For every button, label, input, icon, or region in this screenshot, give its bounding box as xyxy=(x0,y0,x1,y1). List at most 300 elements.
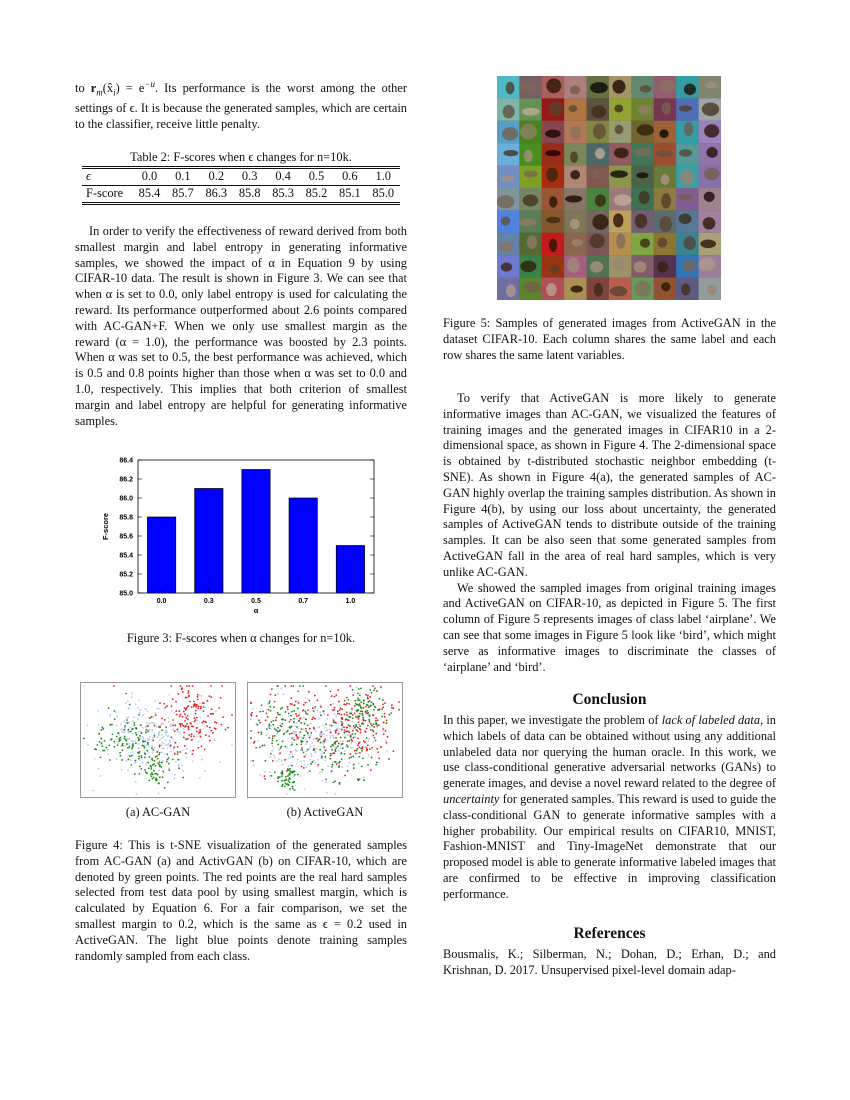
training-point xyxy=(172,738,174,740)
training-point xyxy=(296,750,298,752)
generated-point xyxy=(168,757,170,759)
training-point xyxy=(270,725,272,727)
hard-sample-point xyxy=(321,731,323,733)
table-cell: 0.0 xyxy=(141,169,158,183)
hard-sample-point xyxy=(289,703,291,705)
generated-point xyxy=(356,750,358,752)
hard-sample-point xyxy=(185,752,187,754)
hard-sample-point xyxy=(354,750,356,752)
generated-point xyxy=(377,719,379,721)
generated-point xyxy=(109,724,111,726)
generated-point xyxy=(362,707,364,709)
hard-sample-point xyxy=(206,725,208,727)
training-point xyxy=(159,739,161,741)
hard-sample-point xyxy=(203,702,205,704)
image-tile-subject xyxy=(703,217,716,229)
hard-sample-point xyxy=(343,713,345,715)
generated-point xyxy=(359,694,361,696)
generated-point xyxy=(156,755,158,757)
table-row-label: F-score xyxy=(86,185,124,200)
training-point xyxy=(219,761,221,763)
generated-point xyxy=(344,737,346,739)
intro-paragraph: to $r_m(x̂_i) = e^{-u}$. Its performance is the worst among the other settings of ϵ. It is because the generated samples, which are certain to the classifier, receive little penalty. xyxy=(75,79,407,132)
generated-point xyxy=(125,693,127,695)
training-point xyxy=(356,686,358,688)
generated-point xyxy=(371,725,373,727)
generated-point xyxy=(272,737,274,739)
generated-point xyxy=(148,779,150,781)
generated-point xyxy=(133,722,135,724)
generated-point xyxy=(324,739,326,741)
training-point xyxy=(130,759,132,761)
hard-sample-point xyxy=(196,727,198,729)
hard-sample-point xyxy=(170,736,172,738)
hard-sample-point xyxy=(320,736,322,738)
training-point xyxy=(314,737,316,739)
training-point xyxy=(363,776,365,778)
training-point xyxy=(186,748,188,750)
generated-point xyxy=(359,725,361,727)
image-tile-subject xyxy=(572,239,583,246)
hard-sample-point xyxy=(312,717,314,719)
training-point xyxy=(382,730,384,732)
training-point xyxy=(149,729,151,731)
generated-point xyxy=(147,731,149,733)
generated-point xyxy=(358,688,360,690)
generated-point xyxy=(357,778,359,780)
generated-point xyxy=(153,770,155,772)
training-point xyxy=(280,688,282,690)
generated-point xyxy=(307,732,309,734)
generated-point xyxy=(159,764,161,766)
hard-sample-point xyxy=(295,734,297,736)
y-tick-label: 85.2 xyxy=(119,571,133,579)
generated-point xyxy=(296,726,298,728)
hard-sample-point xyxy=(374,737,376,739)
generated-point xyxy=(374,687,376,689)
generated-point xyxy=(140,755,142,757)
generated-point xyxy=(114,718,116,720)
x-axis-label: α xyxy=(253,606,259,615)
hard-sample-point xyxy=(375,720,377,722)
training-point xyxy=(332,703,334,705)
generated-point xyxy=(375,722,377,724)
generated-point xyxy=(122,749,124,751)
generated-point xyxy=(153,735,155,737)
hard-sample-point xyxy=(289,733,291,735)
training-point xyxy=(161,748,163,750)
generated-point xyxy=(364,730,366,732)
hard-sample-point xyxy=(187,715,189,717)
generated-point xyxy=(292,786,294,788)
generated-point xyxy=(153,763,155,765)
generated-point xyxy=(124,725,126,727)
training-point xyxy=(311,742,313,744)
training-point xyxy=(310,753,312,755)
training-point xyxy=(128,743,130,745)
training-point xyxy=(214,739,216,741)
generated-point xyxy=(338,762,340,764)
training-point xyxy=(171,751,173,753)
image-tile-subject xyxy=(614,194,632,206)
training-point xyxy=(129,721,131,723)
training-point xyxy=(138,747,140,749)
training-point xyxy=(114,742,116,744)
training-point xyxy=(83,685,85,687)
training-point xyxy=(121,731,123,733)
hard-sample-point xyxy=(334,752,336,754)
hard-sample-point xyxy=(290,697,292,699)
image-tile-subject xyxy=(524,281,541,292)
generated-point xyxy=(165,726,167,728)
generated-point xyxy=(357,697,359,699)
hard-sample-point xyxy=(190,722,192,724)
training-point xyxy=(291,742,293,744)
generated-point xyxy=(120,755,122,757)
hard-sample-point xyxy=(333,720,335,722)
training-point xyxy=(304,788,306,790)
training-point xyxy=(293,737,295,739)
training-point xyxy=(154,700,156,702)
training-point xyxy=(200,716,202,718)
training-point xyxy=(299,736,301,738)
training-point xyxy=(154,733,156,735)
hard-sample-point xyxy=(258,732,260,734)
hard-sample-point xyxy=(274,701,276,703)
hard-sample-point xyxy=(340,721,342,723)
generated-point xyxy=(157,762,159,764)
training-point xyxy=(294,725,296,727)
generated-point xyxy=(155,756,157,758)
generated-point xyxy=(153,777,155,779)
hard-sample-point xyxy=(366,750,368,752)
training-point xyxy=(303,760,305,762)
generated-point xyxy=(342,743,344,745)
hard-sample-point xyxy=(293,739,295,741)
generated-point xyxy=(122,743,124,745)
hard-sample-point xyxy=(272,735,274,737)
generated-point xyxy=(101,745,103,747)
training-point xyxy=(321,780,323,782)
training-point xyxy=(307,764,309,766)
table-cell: 0.2 xyxy=(208,169,225,183)
training-point xyxy=(339,741,341,743)
training-point xyxy=(178,764,180,766)
generated-point xyxy=(344,753,346,755)
generated-point xyxy=(282,740,284,742)
hard-sample-point xyxy=(290,685,292,687)
training-point xyxy=(175,761,177,763)
hard-sample-point xyxy=(337,689,339,691)
training-point xyxy=(310,734,312,736)
generated-point xyxy=(138,714,140,716)
image-tile-subject xyxy=(524,170,538,177)
training-point xyxy=(185,757,187,759)
training-point xyxy=(100,775,102,777)
training-point xyxy=(169,741,171,743)
training-point xyxy=(321,753,323,755)
generated-point xyxy=(271,688,273,690)
generated-point xyxy=(359,705,361,707)
hard-sample-point xyxy=(187,726,189,728)
training-point xyxy=(350,747,352,749)
generated-point xyxy=(340,753,342,755)
table-cell: 0.5 xyxy=(308,169,325,183)
hard-sample-point xyxy=(174,742,176,744)
training-point xyxy=(120,745,122,747)
x-tick-label: 0.3 xyxy=(203,598,214,605)
hard-sample-point xyxy=(284,759,286,761)
hard-sample-point xyxy=(287,708,289,710)
generated-point xyxy=(362,723,364,725)
hard-sample-point xyxy=(210,685,212,687)
y-axis-label: F-score xyxy=(101,512,110,541)
hard-sample-point xyxy=(382,703,384,705)
hard-sample-point xyxy=(171,705,173,707)
image-tile-subject xyxy=(591,105,606,118)
generated-point xyxy=(113,741,115,743)
generated-point xyxy=(151,775,153,777)
generated-point xyxy=(147,743,149,745)
image-tile-subject xyxy=(610,170,628,178)
hard-sample-point xyxy=(218,707,220,709)
generated-point xyxy=(362,757,364,759)
training-point xyxy=(158,769,160,771)
generated-point xyxy=(144,757,146,759)
hard-sample-point xyxy=(352,730,354,732)
training-point xyxy=(335,715,337,717)
image-tile-subject xyxy=(613,213,623,227)
training-point xyxy=(170,725,172,727)
training-point xyxy=(113,731,115,733)
generated-point xyxy=(266,728,268,730)
generated-point xyxy=(150,774,152,776)
training-point xyxy=(141,736,143,738)
hard-sample-point xyxy=(155,714,157,716)
hard-sample-point xyxy=(185,709,187,711)
generated-point xyxy=(162,770,164,772)
generated-point xyxy=(268,723,270,725)
generated-point xyxy=(132,746,134,748)
hard-sample-point xyxy=(370,769,372,771)
generated-point xyxy=(269,727,271,729)
hard-sample-point xyxy=(369,748,371,750)
training-point xyxy=(154,723,156,725)
training-point xyxy=(315,730,317,732)
hard-sample-point xyxy=(386,742,388,744)
hard-sample-point xyxy=(314,695,316,697)
hard-sample-point xyxy=(175,710,177,712)
hard-sample-point xyxy=(178,693,180,695)
generated-point xyxy=(108,707,110,709)
training-point xyxy=(367,740,369,742)
image-tile-subject xyxy=(681,283,691,295)
table-cell: 85.2 xyxy=(305,185,328,200)
image-tile-subject xyxy=(501,262,512,271)
generated-point xyxy=(138,738,140,740)
generated-point xyxy=(294,789,296,791)
generated-point xyxy=(320,742,322,744)
training-point xyxy=(197,720,199,722)
generated-point xyxy=(139,751,141,753)
generated-point xyxy=(130,731,132,733)
hard-sample-point xyxy=(340,717,342,719)
generated-point xyxy=(281,723,283,725)
generated-point xyxy=(347,770,349,772)
generated-point xyxy=(289,788,291,790)
hard-sample-point xyxy=(176,714,178,716)
hard-sample-point xyxy=(182,691,184,693)
generated-point xyxy=(126,739,128,741)
training-point xyxy=(257,740,259,742)
training-point xyxy=(161,742,163,744)
training-point xyxy=(163,736,165,738)
generated-point xyxy=(144,741,146,743)
training-point xyxy=(135,740,137,742)
generated-point xyxy=(341,725,343,727)
generated-point xyxy=(258,719,260,721)
hard-sample-point xyxy=(214,727,216,729)
generated-point xyxy=(347,740,349,742)
generated-point xyxy=(277,731,279,733)
hard-sample-point xyxy=(187,719,189,721)
training-point xyxy=(127,700,129,702)
training-point xyxy=(140,759,142,761)
image-tile-subject xyxy=(640,85,652,92)
generated-point xyxy=(369,715,371,717)
generated-point xyxy=(287,780,289,782)
generated-point xyxy=(381,716,383,718)
training-point xyxy=(345,746,347,748)
training-point xyxy=(125,702,127,704)
image-tile-subject xyxy=(570,126,581,140)
generated-point xyxy=(299,731,301,733)
generated-point xyxy=(357,693,359,695)
generated-point xyxy=(146,725,148,727)
generated-point xyxy=(294,770,296,772)
hard-sample-point xyxy=(353,725,355,727)
hard-sample-point xyxy=(193,735,195,737)
hard-sample-point xyxy=(398,701,400,703)
hard-sample-point xyxy=(375,717,377,719)
generated-point xyxy=(256,724,258,726)
generated-point xyxy=(155,777,157,779)
table-row-label: ϵ xyxy=(86,169,91,183)
training-point xyxy=(181,764,183,766)
training-point xyxy=(168,721,170,723)
training-point xyxy=(215,710,217,712)
training-point xyxy=(326,735,328,737)
generated-point xyxy=(297,774,299,776)
training-point xyxy=(161,745,163,747)
generated-point xyxy=(144,769,146,771)
training-point xyxy=(355,736,357,738)
image-tile-subject xyxy=(661,193,671,208)
training-point xyxy=(266,709,268,711)
hard-sample-point xyxy=(203,710,205,712)
training-point xyxy=(313,760,315,762)
image-tile-subject xyxy=(519,218,537,226)
hard-sample-point xyxy=(312,707,314,709)
training-point xyxy=(349,728,351,730)
training-point xyxy=(162,723,164,725)
hard-sample-point xyxy=(174,724,176,726)
generated-point xyxy=(166,761,168,763)
training-point xyxy=(199,702,201,704)
training-point xyxy=(250,760,252,762)
training-point xyxy=(288,754,290,756)
hard-sample-point xyxy=(170,745,172,747)
generated-point xyxy=(277,727,279,729)
image-tile-subject xyxy=(706,147,717,158)
hard-sample-point xyxy=(387,736,389,738)
generated-point xyxy=(309,770,311,772)
image-tile-subject xyxy=(590,261,603,272)
hard-sample-point xyxy=(186,697,188,699)
hard-sample-point xyxy=(188,685,190,687)
generated-point xyxy=(372,703,374,705)
hard-sample-point xyxy=(369,696,371,698)
table-cell: 85.7 xyxy=(172,185,194,200)
generated-point xyxy=(159,761,161,763)
training-point xyxy=(330,735,332,737)
training-point xyxy=(167,717,169,719)
generated-point xyxy=(148,756,150,758)
training-point xyxy=(135,703,137,705)
hard-sample-point xyxy=(175,701,177,703)
training-point xyxy=(292,753,294,755)
generated-point xyxy=(299,685,301,687)
generated-point xyxy=(127,722,129,724)
hard-sample-point xyxy=(364,741,366,743)
generated-point xyxy=(319,749,321,751)
generated-point xyxy=(355,753,357,755)
training-point xyxy=(341,727,343,729)
image-tile-subject xyxy=(591,170,599,178)
bar xyxy=(147,517,175,593)
hard-sample-point xyxy=(200,707,202,709)
training-point xyxy=(305,739,307,741)
hard-sample-point xyxy=(186,685,188,687)
training-point xyxy=(199,694,201,696)
generated-point xyxy=(330,753,332,755)
generated-point xyxy=(332,781,334,783)
generated-point xyxy=(281,770,283,772)
training-point xyxy=(324,713,326,715)
training-point xyxy=(303,764,305,766)
training-point xyxy=(196,735,198,737)
generated-point xyxy=(376,723,378,725)
training-point xyxy=(338,750,340,752)
generated-point xyxy=(269,706,271,708)
training-point xyxy=(265,735,267,737)
generated-point xyxy=(128,746,130,748)
hard-sample-point xyxy=(196,717,198,719)
training-point xyxy=(293,733,295,735)
generated-point xyxy=(159,744,161,746)
generated-point xyxy=(352,717,354,719)
generated-point xyxy=(377,709,379,711)
training-point xyxy=(160,724,162,726)
table-cell: 0.6 xyxy=(342,169,358,183)
hard-sample-point xyxy=(198,705,200,707)
training-point xyxy=(170,723,172,725)
generated-point xyxy=(101,729,103,731)
generated-point xyxy=(287,730,289,732)
generated-point xyxy=(158,782,160,784)
hard-sample-point xyxy=(192,685,194,687)
image-tile-subject xyxy=(567,257,579,273)
